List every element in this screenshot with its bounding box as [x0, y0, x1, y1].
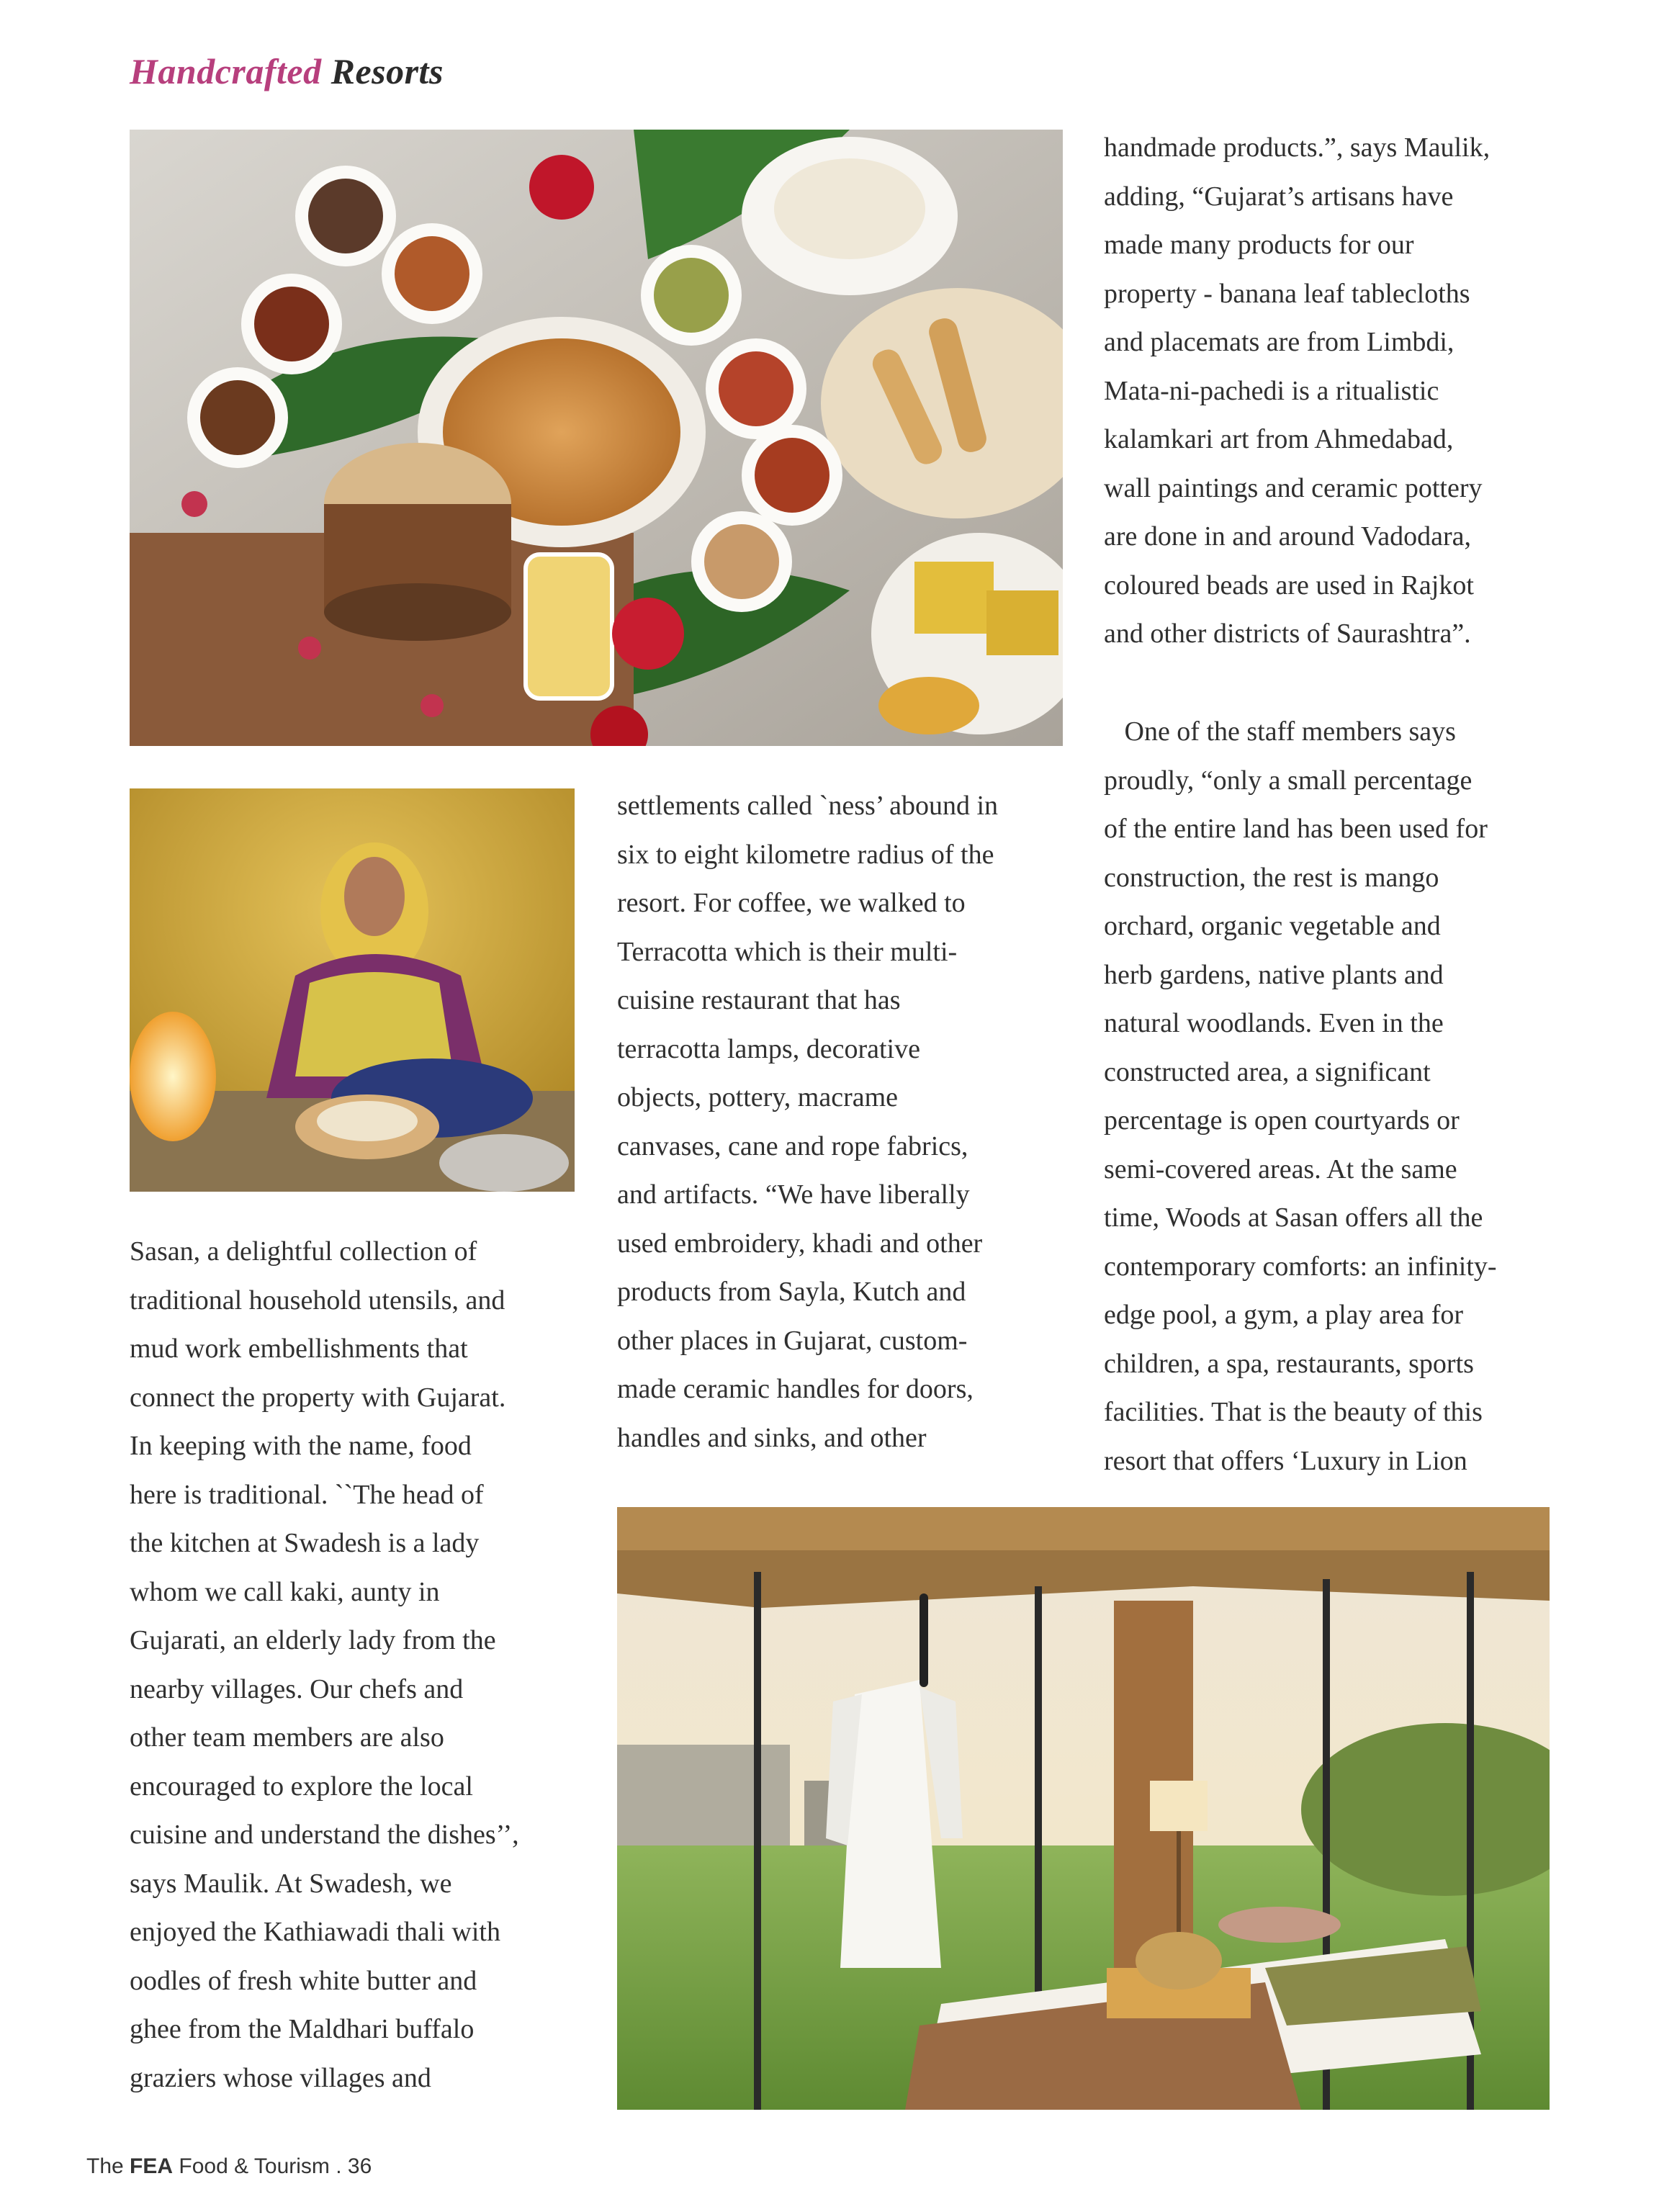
text-line: objects, pottery, macrame: [617, 1082, 899, 1112]
text-line: encouraged to explore the local: [130, 1771, 473, 1802]
footer-prefix: The: [86, 2154, 124, 2178]
footer-brand: FEA: [130, 2154, 174, 2178]
body-column-left: [130, 1228, 590, 2103]
body-column-middle: [617, 782, 1078, 1462]
text-line: children, a spa, restaurants, sports: [1104, 1348, 1474, 1379]
text-line: six to eight kilometre radius of the: [617, 839, 994, 870]
text-line: products from Sayla, Kutch and: [617, 1277, 966, 1307]
text-line: edge pool, a gym, a play area for: [1104, 1300, 1464, 1330]
body-column-right-bottom: [1104, 708, 1565, 1485]
text-line: made ceramic handles for doors,: [617, 1374, 974, 1404]
text-line: natural woodlands. Even in the: [1104, 1008, 1444, 1038]
text-line: semi-covered areas. At the same: [1104, 1154, 1457, 1184]
text-line: of the entire land has been used for: [1104, 814, 1488, 844]
page-footer: [86, 2154, 372, 2179]
text-line: cuisine restaurant that has: [617, 985, 901, 1015]
text-line: canvases, cane and rope fabrics,: [617, 1130, 968, 1161]
text-line: nearby villages. Our chefs and: [130, 1673, 464, 1704]
text-line: kalamkari art from Ahmedabad,: [1104, 424, 1454, 454]
text-line: Mata-ni-pachedi is a ritualistic: [1104, 375, 1439, 406]
text-line: ghee from the Maldhari buffalo: [130, 2014, 475, 2044]
text-line: In keeping with the name, food: [130, 1431, 472, 1461]
text-line: resort that offers ‘Luxury in Lion: [1104, 1445, 1467, 1476]
section-header-accent: Handcrafted: [130, 51, 322, 91]
text-line: orchard, organic vegetable and: [1104, 911, 1441, 941]
text-line: and artifacts. “We have liberally: [617, 1179, 970, 1210]
text-line: the kitchen at Swadesh is a lady: [130, 1528, 480, 1558]
footer-page-label: Food & Tourism . 36: [179, 2154, 372, 2178]
text-line: construction, the rest is mango: [1104, 862, 1439, 893]
text-line: Sasan, a delightful collection of: [130, 1236, 477, 1267]
text-line: wall paintings and ceramic pottery: [1104, 472, 1483, 503]
text-line: connect the property with Gujarat.: [130, 1382, 506, 1413]
text-line: enjoyed the Kathiawadi thali with: [130, 1917, 500, 1947]
text-line: time, Woods at Sasan offers all the: [1104, 1202, 1483, 1233]
text-line: other places in Gujarat, custom-: [617, 1325, 968, 1356]
text-line: oodles of fresh white butter and: [130, 1965, 477, 1996]
text-line: terracotta lamps, decorative: [617, 1033, 920, 1064]
text-line: mud work embellishments that: [130, 1334, 468, 1364]
text-line: handmade products.”, says Maulik,: [1104, 132, 1491, 163]
text-line: whom we call kaki, aunty in: [130, 1576, 440, 1607]
thali-photo: [130, 130, 1063, 746]
text-line: property - banana leaf tablecloths: [1104, 278, 1470, 309]
text-line: made many products for our: [1104, 230, 1414, 260]
text-line: cuisine and understand the dishes’’,: [130, 1820, 519, 1850]
body-column-right-top: [1104, 124, 1565, 659]
text-line: settlements called `ness’ abound in: [617, 791, 999, 821]
section-header: [130, 50, 444, 92]
text-line: proudly, “only a small percentage: [1104, 765, 1473, 796]
text-line: One of the staff members says: [1104, 716, 1456, 747]
text-line: says Maulik. At Swadesh, we: [130, 1868, 452, 1899]
text-line: Terracotta which is their multi-: [617, 936, 958, 967]
text-line: coloured beads are used in Rajkot: [1104, 570, 1474, 601]
text-line: graziers whose villages and: [130, 2062, 431, 2093]
text-line: Gujarati, an elderly lady from the: [130, 1625, 496, 1655]
text-line: and placemats are from Limbdi,: [1104, 327, 1455, 357]
text-line: contemporary comforts: an infinity-: [1104, 1251, 1497, 1282]
text-line: constructed area, a significant: [1104, 1056, 1431, 1087]
text-line: here is traditional. ``The head of: [130, 1479, 484, 1510]
text-line: resort. For coffee, we walked to: [617, 888, 966, 918]
text-line: percentage is open courtyards or: [1104, 1105, 1460, 1136]
text-line: other team members are also: [130, 1722, 444, 1753]
spa-photo: [617, 1507, 1550, 2110]
text-line: handles and sinks, and other: [617, 1422, 927, 1453]
text-line: facilities. That is the beauty of this: [1104, 1397, 1483, 1427]
section-header-title: Resorts: [331, 51, 444, 91]
text-line: are done in and around Vadodara,: [1104, 521, 1471, 552]
text-line: adding, “Gujarat’s artisans have: [1104, 181, 1454, 212]
text-line: herb gardens, native plants and: [1104, 959, 1444, 990]
text-line: and other districts of Saurashtra”.: [1104, 619, 1471, 649]
text-line: used embroidery, khadi and other: [617, 1228, 983, 1259]
cook-photo: [130, 788, 575, 1192]
text-line: traditional household utensils, and: [130, 1285, 505, 1316]
